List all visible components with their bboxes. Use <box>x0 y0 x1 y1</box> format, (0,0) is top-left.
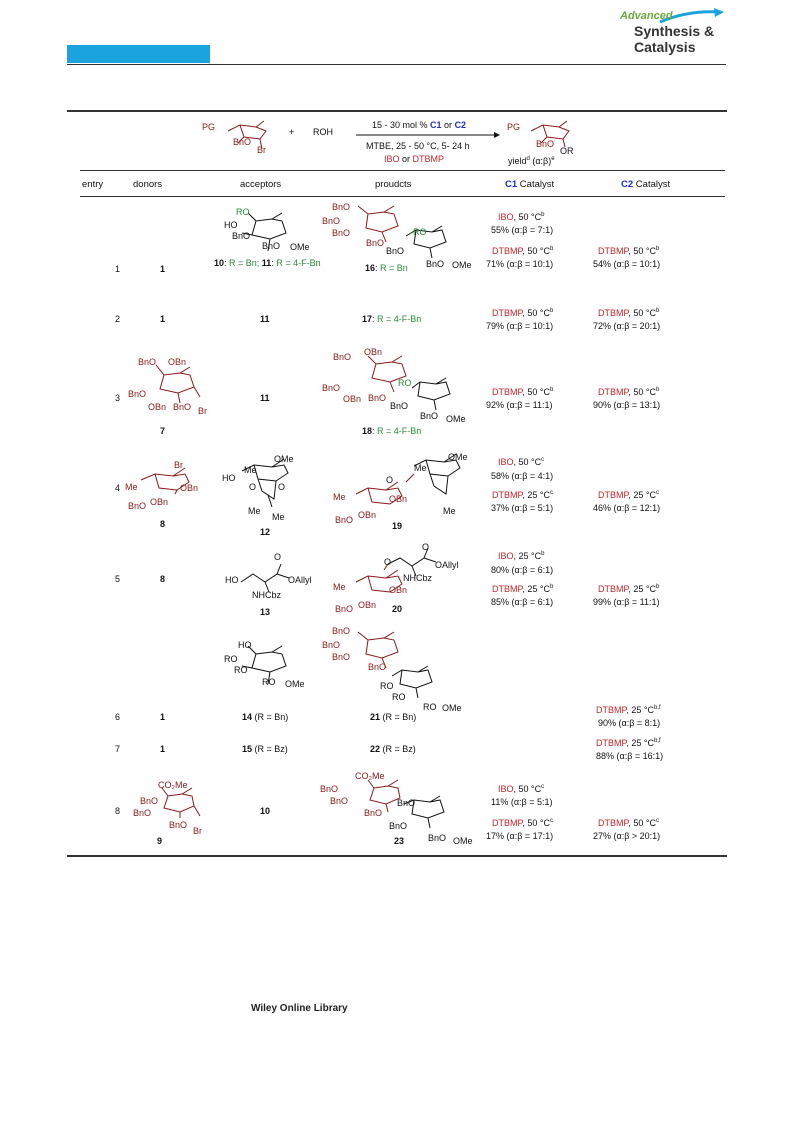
row3-prod-bno3: BnO <box>368 393 387 403</box>
row6-acc-ro2: RO <box>234 665 248 675</box>
row4-prod-bno: BnO <box>335 515 354 525</box>
row4-prod-o: O <box>386 475 394 485</box>
row2-donor: 1 <box>160 314 166 324</box>
row4-donor-structure <box>125 460 205 500</box>
row5-c1-cond2: DTBMP, 25 $^\circ C^b$ <box>492 584 554 594</box>
row8-prod-bno2: BnO <box>330 796 349 806</box>
row1-c1-cond1: IBO, 50 $^\circ C^b$ <box>498 212 545 222</box>
row4-acc-ho: HO <box>222 473 236 483</box>
row7-entry: 7 <box>115 744 121 754</box>
row5-product: 20 <box>392 604 403 614</box>
row2-c1-yield: 79% (α:β = 10:1) <box>486 321 554 331</box>
row3-donor-bno2: BnO <box>128 389 147 399</box>
row5-c2-cond: DTBMP, 25 $^\circ C^b$ <box>598 584 660 594</box>
row5-acceptor: 13 <box>260 607 271 617</box>
row4-prod-obn1: OBn <box>389 494 408 504</box>
row4-acc-me2: Me <box>248 506 261 516</box>
row4-c1-cond1: IBO, 50 $^\circ C^c$ <box>498 457 545 467</box>
row4-donor-obn1: OBn <box>180 483 199 493</box>
row5-entry: 5 <box>115 574 121 584</box>
row6-entry: 6 <box>115 712 121 722</box>
row2-acceptor: 11 <box>260 314 270 324</box>
row1-prod-bno6: BnO <box>426 259 445 269</box>
row1-prod-bno1: BnO <box>332 202 351 212</box>
row3-c1-cond: DTBMP, 50 $^\circ C^b$ <box>492 387 554 397</box>
row5-c1-yield1: 80% (α:β = 6:1) <box>491 565 554 575</box>
row1-acc-ho: HO <box>224 220 238 230</box>
row1-product-structure <box>340 200 470 265</box>
conditions-line3: IBO or DTBMP <box>384 154 445 164</box>
row2-c2-yield: 72% (α:β = 20:1) <box>593 321 661 331</box>
row8-donor-br: Br <box>193 826 202 836</box>
row1-acc-ro: RO <box>236 207 250 217</box>
row6-prod-ro2: RO <box>392 692 406 702</box>
row8-prod-bno3: BnO <box>364 808 383 818</box>
row8-c1-yield1: 11% (α:β = 5:1) <box>491 797 553 807</box>
row5-prod-obn1: OBn <box>389 585 408 595</box>
row4-acc-me3: Me <box>272 512 285 522</box>
row3-prod-ro: RO <box>398 378 412 388</box>
row1-prod-bno3: BnO <box>332 228 351 238</box>
col-entry: entry <box>82 179 104 190</box>
row8-donor: 9 <box>157 836 163 846</box>
row8-c2-cond: DTBMP, 50 $^\circ C^c$ <box>598 818 659 828</box>
row8-prod-bno5: BnO <box>389 821 408 831</box>
row4-acceptor-structure <box>228 455 308 517</box>
row3-prod-ome: OMe <box>446 414 466 424</box>
row5-acc-oallyl: OAllyl <box>288 575 312 585</box>
row4-c2-cond: DTBMP, 25 $^\circ C^c$ <box>598 490 659 500</box>
product-bno: BnO <box>536 139 555 149</box>
conditions-line2: MTBE, 25 - 50 °C, 5- 24 h <box>366 141 470 151</box>
row4-prod-me2: Me <box>333 492 346 502</box>
row1-prod-ro: RO <box>413 227 427 237</box>
row1-prod-bno2: BnO <box>322 216 341 226</box>
row6-prod-bno4: BnO <box>368 662 387 672</box>
row4-c2-yield: 46% (α:β = 12:1) <box>593 503 661 513</box>
col-products: proudcts <box>375 179 412 190</box>
row4-donor-br: Br <box>174 460 183 470</box>
donor-br: Br <box>257 145 266 155</box>
row6-acc-ome: OMe <box>285 679 305 689</box>
row6-prod-bno1: BnO <box>332 626 351 636</box>
row7-product: 22 (R = Bz) <box>370 744 416 754</box>
row5-c2-yield: 99% (α:β = 11:1) <box>593 597 660 607</box>
yield-label: yield$^d$ (α:β)$^e$ <box>508 156 555 166</box>
row3-donor-obn2: OBn <box>148 402 167 412</box>
row5-prod-obn2: OBn <box>358 600 377 610</box>
row5-prod-nhcbz: NHCbz <box>403 573 433 583</box>
row6-prod-ome: OMe <box>442 703 462 713</box>
row5-c1-yield2: 85% (α:β = 6:1) <box>491 597 554 607</box>
logo-word-synthesis: Synthesis & <box>634 23 715 39</box>
row1-prod-bno4: BnO <box>366 238 385 248</box>
row1-c2-yield: 54% (α:β = 10:1) <box>593 259 661 269</box>
table-bottom-rule <box>67 855 727 857</box>
row6-prod-bno3: BnO <box>332 652 351 662</box>
row6-prod-ro3: RO <box>423 702 437 712</box>
row7-donor: 1 <box>160 744 166 754</box>
row8-c1-cond2: DTBMP, 50 $^\circ C^c$ <box>492 818 553 828</box>
row5-prod-o: O <box>422 542 430 552</box>
row1-c1-cond2: DTBMP, 50 $^\circ C^b$ <box>492 246 554 256</box>
row2-c1-cond: DTBMP, 50 $^\circ C^b$ <box>492 308 554 318</box>
row3-donor-obn: OBn <box>168 357 187 367</box>
reaction-arrow <box>356 131 501 139</box>
row6-prod-ro1: RO <box>380 681 394 691</box>
row5-prod-bno: BnO <box>335 604 354 614</box>
row3-donor-bno3: BnO <box>173 402 192 412</box>
row4-prod-obn2: OBn <box>358 510 377 520</box>
row8-donor-co2me: CO₂Me <box>158 780 188 790</box>
row8-prod-bno6: BnO <box>428 833 447 843</box>
row8-prod-bno4: BnO <box>397 798 416 808</box>
wiley-online-library-logo: Wiley Online Library <box>251 1003 348 1014</box>
row6-acceptor: 14 (R = Bn) <box>242 712 289 722</box>
row4-donor-bno: BnO <box>128 501 147 511</box>
row8-c1-cond1: IBO, 50 $^\circ C^c$ <box>498 784 545 794</box>
row5-donor: 8 <box>160 574 166 584</box>
row1-c1-yield2: 71% (α:β = 10:1) <box>486 259 554 269</box>
row5-prod-me: Me <box>333 582 346 592</box>
product-or: OR <box>560 146 574 156</box>
row4-prod-me: Me <box>414 463 427 473</box>
row6-acc-ho: HO <box>238 640 252 650</box>
row5-prod-oallyl: OAllyl <box>435 560 459 570</box>
row5-acc-nhcbz: NHCbz <box>252 590 282 600</box>
row8-donor-bno2: BnO <box>133 808 152 818</box>
col-acceptors: acceptors <box>240 179 282 190</box>
row4-donor-obn2: OBn <box>150 497 169 507</box>
col-c2: C2 Catalyst <box>621 179 671 190</box>
plus-sign: + <box>289 127 295 137</box>
row6-c2-yield: 90% (α:β = 8:1) <box>598 718 661 728</box>
row6-c2-cond: DTBMP, 25 $^\circ C^{b,f}$ <box>596 705 661 715</box>
row3-entry: 3 <box>115 393 121 403</box>
row8-product-structure <box>340 770 470 850</box>
row1-acc-ome: OMe <box>290 242 310 252</box>
row3-c1-yield: 92% (α:β = 11:1) <box>486 400 553 410</box>
row8-prod-bno1: BnO <box>320 784 339 794</box>
row3-prod-obn2: OBn <box>343 394 362 404</box>
row1-acceptor-label: 10: R = Bn; 11: R = 4-F-Bn <box>214 258 321 268</box>
row1-entry: 1 <box>115 264 121 274</box>
logo-word-catalysis: Catalysis <box>634 39 696 55</box>
row8-prod-co2me: CO₂Me <box>355 771 385 781</box>
row3-donor-br: Br <box>198 406 207 416</box>
row5-prod-o2: O <box>384 557 392 567</box>
row4-acc-o2: O <box>278 482 286 492</box>
row6-acc-ro1: RO <box>224 654 238 664</box>
row3-c2-cond: DTBMP, 50 $^\circ C^b$ <box>598 387 660 397</box>
row4-entry: 4 <box>115 483 121 493</box>
row8-prod-ome: OMe <box>453 836 473 846</box>
journal-logo <box>620 10 760 60</box>
conditions-line1: 15 - 30 mol % C1 or C2 <box>372 120 467 130</box>
row3-c2-yield: 90% (α:β = 13:1) <box>593 400 661 410</box>
donor-pg: PG <box>202 122 216 132</box>
row4-donor: 8 <box>160 519 166 529</box>
row4-prod-ome: OMe <box>448 452 468 462</box>
row5-acc-o: O <box>274 552 282 562</box>
row7-c2-yield: 88% (α:β = 16:1) <box>596 751 664 761</box>
row3-prod-bno5: BnO <box>420 411 439 421</box>
row4-acceptor: 12 <box>260 527 271 537</box>
acceptor-roh: ROH <box>313 127 333 137</box>
col-donors: donors <box>133 179 163 190</box>
row1-acc-bno1: BnO <box>232 231 251 241</box>
header-top-rule <box>80 170 725 171</box>
row6-acc-ro3: RO <box>262 677 276 687</box>
row5-c1-cond1: IBO, 25 $^\circ C^b$ <box>498 551 545 561</box>
row8-donor-bno1: BnO <box>140 796 159 806</box>
row1-prod-bno5: BnO <box>386 246 405 256</box>
row4-donor-me: Me <box>125 482 138 492</box>
row3-acceptor: 11 <box>260 393 270 403</box>
row6-prod-bno2: BnO <box>322 640 341 650</box>
row8-product: 23 <box>394 836 405 846</box>
row1-prod-ome: OMe <box>452 260 472 270</box>
row2-entry: 2 <box>115 314 121 324</box>
row1-c2-cond: DTBMP, 50 $^\circ C^b$ <box>598 246 660 256</box>
row4-product: 19 <box>392 521 403 531</box>
row8-donor-bno3: BnO <box>169 820 188 830</box>
row3-product-label: 18: R = 4-F-Bn <box>362 426 422 436</box>
row7-acceptor: 15 (R = Bz) <box>242 744 288 754</box>
row4-prod-me3: Me <box>443 506 456 516</box>
row8-c2-yield: 27% (α:β > 20:1) <box>593 831 661 841</box>
row4-c1-yield2: 37% (α:β = 5:1) <box>491 503 554 513</box>
row8-c1-yield2: 17% (α:β = 17:1) <box>486 831 554 841</box>
row8-acceptor: 10 <box>260 806 271 816</box>
header-rule <box>67 64 726 65</box>
row3-prod-bno1: BnO <box>333 352 352 362</box>
row1-c1-yield1: 55% (α:β = 7:1) <box>491 225 554 235</box>
row3-donor: 7 <box>160 426 166 436</box>
row4-c1-cond2: DTBMP, 25 $^\circ C^c$ <box>492 490 553 500</box>
col-c1: C1 Catalyst <box>505 179 555 190</box>
row1-acc-bno2: BnO <box>262 241 281 251</box>
row1-product-label: 16: R = Bn <box>365 263 408 273</box>
row8-entry: 8 <box>115 806 121 816</box>
row3-donor-bno1: BnO <box>138 357 157 367</box>
table-top-rule <box>67 110 727 112</box>
row2-c2-cond: DTBMP, 50 $^\circ C^b$ <box>598 308 660 318</box>
row4-c1-yield1: 58% (α:β = 4:1) <box>491 471 554 481</box>
row4-acc-me: Me <box>244 465 257 475</box>
header-color-bar <box>67 45 210 63</box>
row3-prod-obn: OBn <box>364 347 383 357</box>
logo-word-advanced: Advanced <box>620 10 673 22</box>
product-pg: PG <box>507 122 521 132</box>
row6-product: 21 (R = Bn) <box>370 712 417 722</box>
row6-donor: 1 <box>160 712 166 722</box>
donor-bno: BnO <box>233 137 252 147</box>
row7-c2-cond: DTBMP, 25 $^\circ C^{b,f}$ <box>596 738 661 748</box>
row3-prod-bno4: BnO <box>390 401 409 411</box>
row4-acc-o1: O <box>249 482 257 492</box>
row3-prod-bno2: BnO <box>322 383 341 393</box>
row1-donor: 1 <box>160 264 166 274</box>
row2-product-label: 17: R = 4-F-Bn <box>362 314 422 324</box>
header-bottom-rule <box>80 196 725 197</box>
row4-acc-ome: OMe <box>274 454 294 464</box>
row5-acc-ho: HO <box>225 575 239 585</box>
